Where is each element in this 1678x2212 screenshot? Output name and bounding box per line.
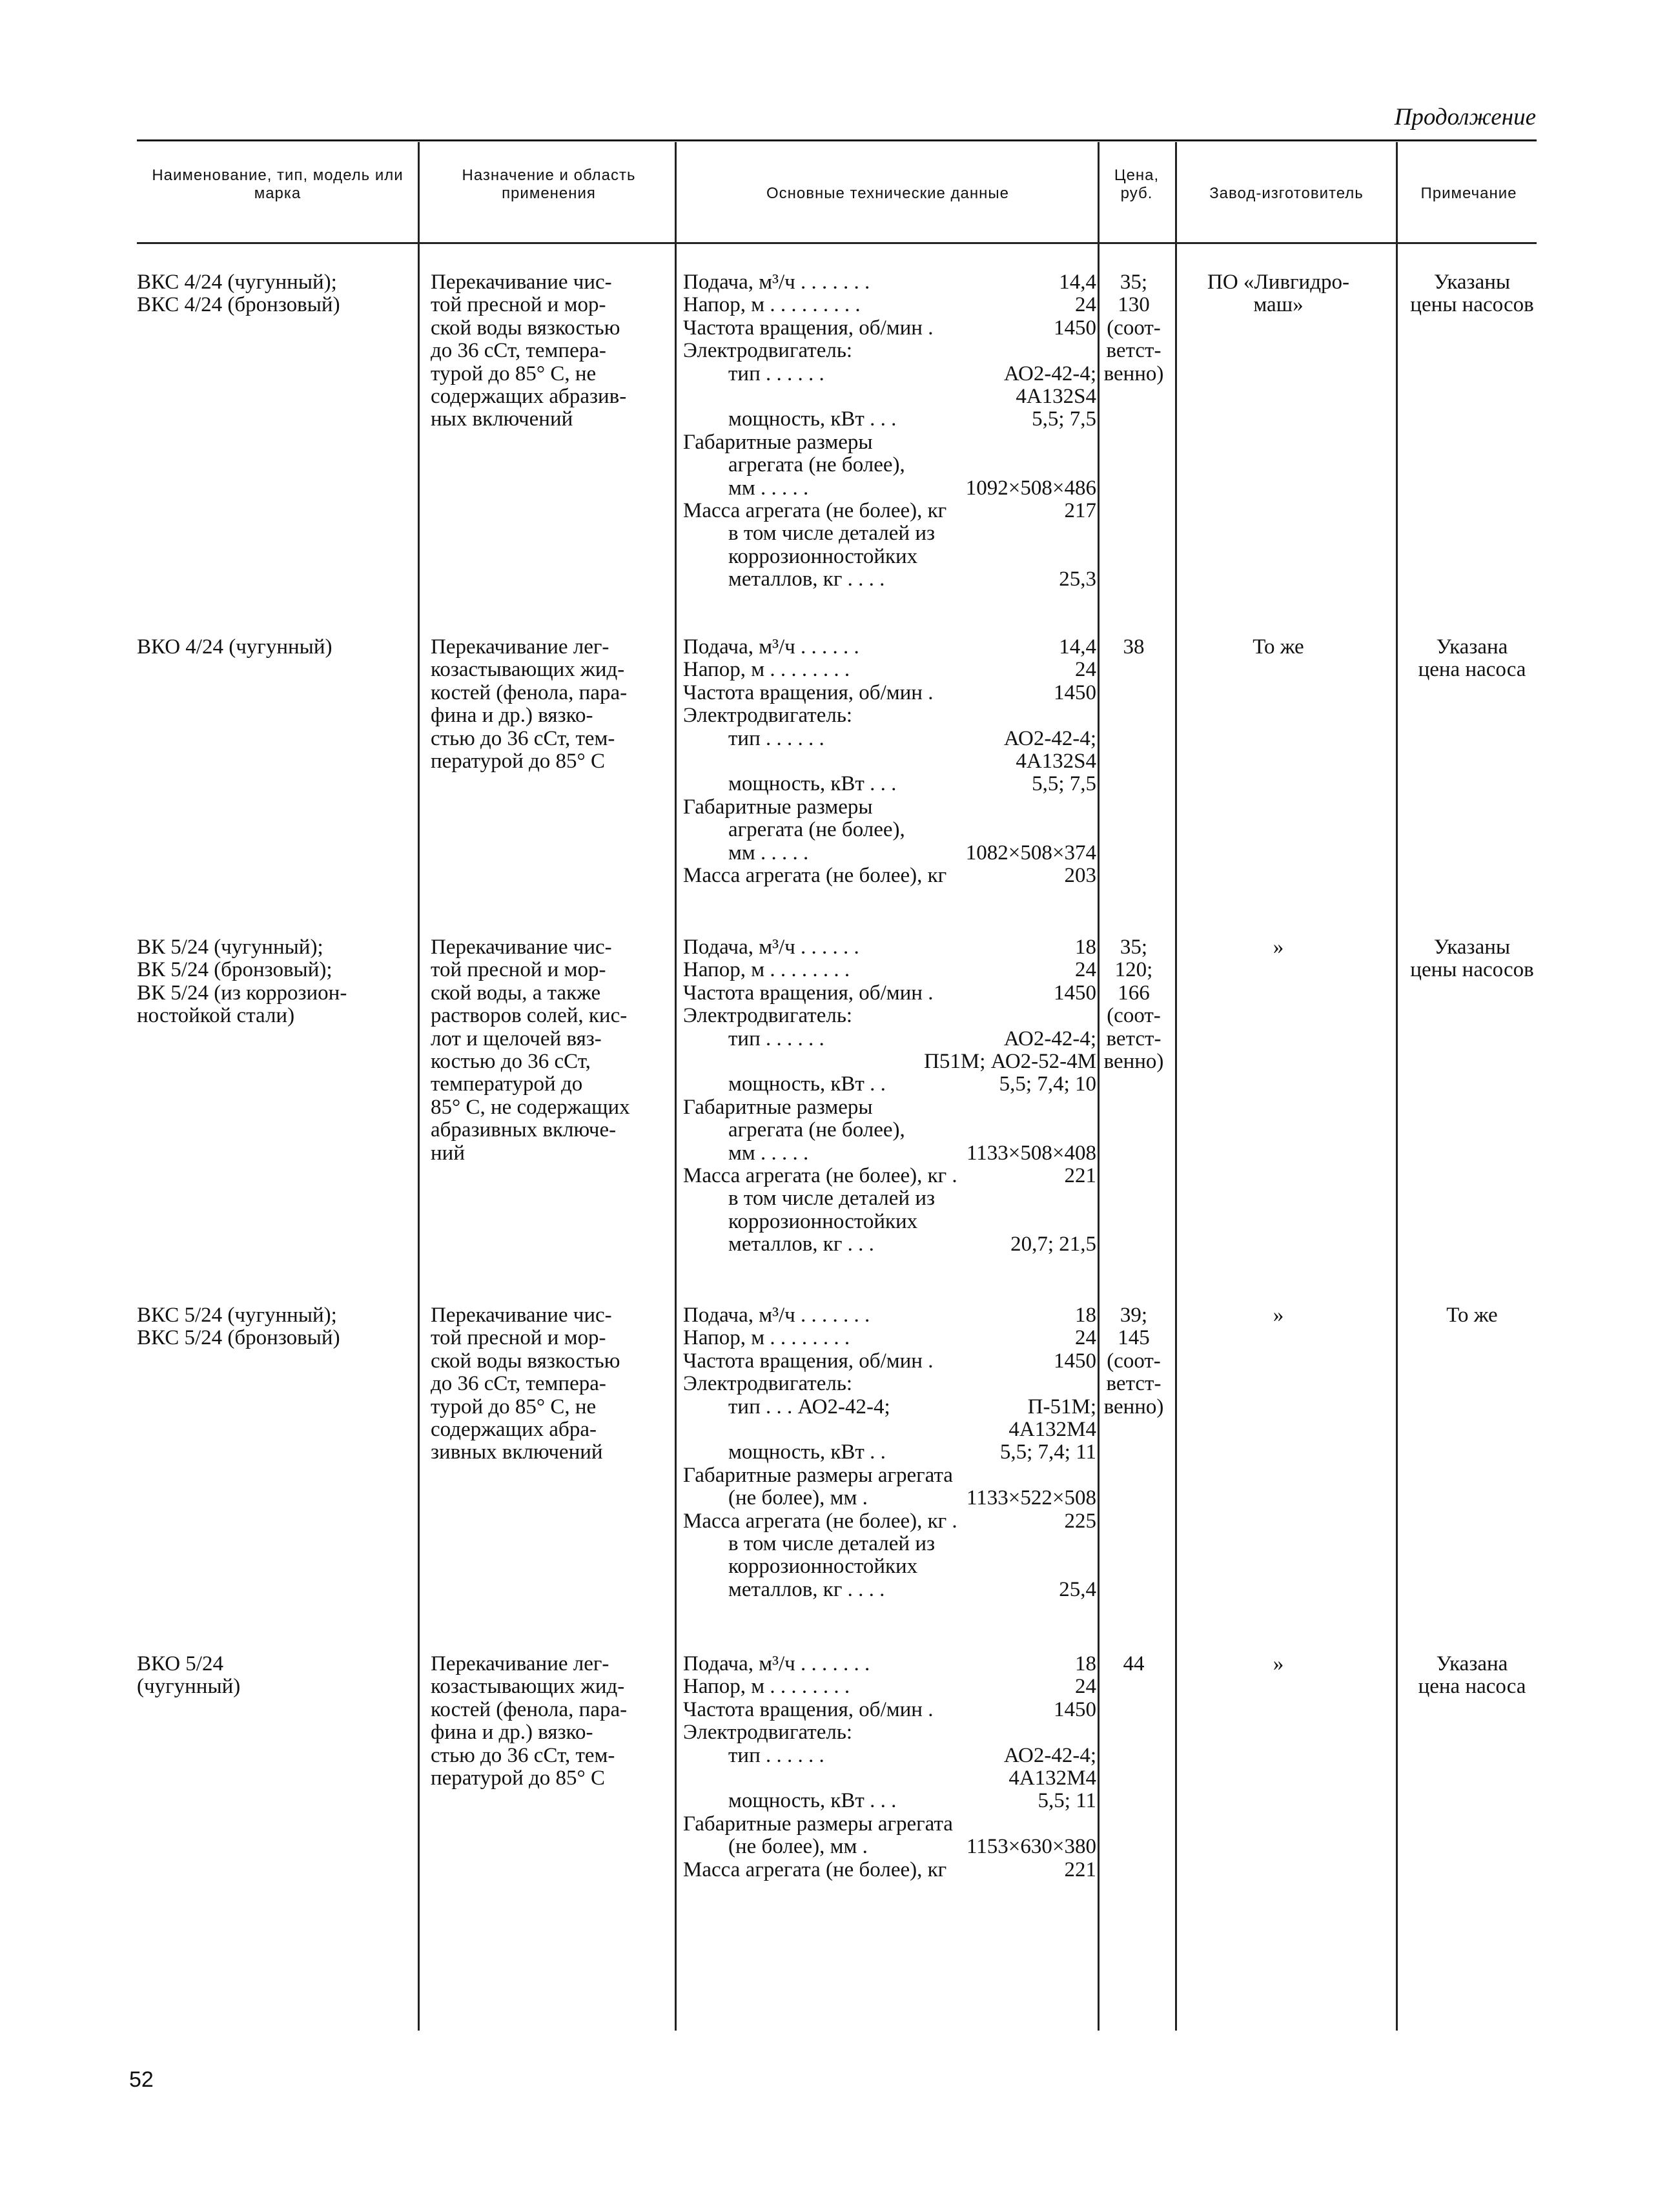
pump-name — [137, 1653, 408, 1699]
tech-line — [683, 1119, 1096, 1142]
pump-price-line: 44 — [1123, 1652, 1145, 1675]
pump-price-line: 166 — [1118, 981, 1150, 1005]
pump-price-line: 35; — [1120, 936, 1148, 959]
tech-line — [683, 982, 1096, 1005]
tech-line — [683, 1396, 1096, 1418]
pump-purpose-line: ской воды вязкостью — [431, 316, 620, 340]
pump-price-line: (соот- — [1107, 1349, 1161, 1373]
pump-price — [1101, 1304, 1166, 1418]
tech-line — [683, 1304, 1096, 1327]
tech-line — [683, 500, 1096, 522]
pump-name — [137, 271, 408, 317]
pump-note-line: цена насоса — [1418, 1675, 1526, 1699]
tech-label: Масса агрегата (не более), кг . — [683, 1163, 957, 1187]
pump-purpose-line: той пресной и мор- — [431, 958, 606, 982]
tech-value: 5,5; 7,5 — [1032, 407, 1096, 431]
column-divider — [1098, 142, 1100, 2031]
pump-purpose-line: костью до 36 сСт, — [431, 1050, 591, 1074]
tech-value: 1450 — [1054, 1349, 1096, 1373]
pump-note-line: цены насосов — [1410, 293, 1534, 317]
pump-price-line: 120; — [1114, 958, 1153, 982]
pump-purpose-line: зивных включений — [431, 1440, 603, 1464]
tech-value: 221 — [1064, 1858, 1096, 1881]
tech-value: 4А132S4 — [1016, 749, 1096, 773]
pump-purpose-line: Перекачивание лег- — [431, 1652, 609, 1675]
tech-value: П51М; АО2-52-4М — [924, 1049, 1096, 1073]
tech-line — [683, 1073, 1096, 1096]
pump-purpose-line: ний — [431, 1141, 465, 1165]
tech-label: Подача, м³/ч . . . . . . . — [683, 1652, 870, 1675]
pump-tech-data — [683, 936, 1096, 1256]
tech-label: Подача, м³/ч . . . . . . . — [683, 271, 870, 294]
pump-purpose-line: фина и др.) вязко- — [431, 1721, 593, 1745]
tech-line — [683, 636, 1096, 659]
tech-label: мощность, кВт . . . — [728, 772, 897, 796]
pump-purpose-line: содержащих абра- — [431, 1418, 597, 1442]
tech-value: 5,5; 7,4; 10 — [999, 1072, 1096, 1096]
tech-value: 18 — [1075, 1304, 1096, 1327]
tech-label: тип . . . . . . — [728, 726, 824, 750]
tech-line — [683, 294, 1096, 316]
tech-line — [683, 1373, 1096, 1395]
pump-name — [137, 936, 408, 1028]
tech-line — [683, 385, 1096, 408]
tech-label: Масса агрегата (не более), кг — [683, 1858, 947, 1881]
pump-manufacturer — [1182, 1304, 1375, 1327]
tech-line — [683, 1165, 1096, 1187]
tech-label: металлов, кг . . . — [728, 1233, 874, 1256]
tech-line — [683, 796, 1096, 819]
tech-label: мм . . . . . — [728, 1141, 809, 1165]
tech-label: мощность, кВт . . . — [728, 407, 897, 431]
tech-line — [683, 1533, 1096, 1555]
tech-line — [683, 865, 1096, 887]
tech-label: Подача, м³/ч . . . . . . — [683, 635, 859, 659]
tech-label: Габаритные размеры агрегата — [683, 1463, 953, 1487]
tech-label: Подача, м³/ч . . . . . . . — [683, 1304, 870, 1327]
tech-value: 1450 — [1054, 1697, 1096, 1721]
tech-label: в том числе деталей из — [728, 1187, 936, 1211]
tech-value: 1450 — [1054, 316, 1096, 340]
tech-line — [683, 1790, 1096, 1812]
tech-value: 14,4 — [1059, 271, 1096, 294]
tech-line — [683, 408, 1096, 431]
tech-label: Электродвигатель: — [683, 1372, 853, 1396]
tech-label: (не более), мм . — [728, 1486, 868, 1510]
pump-name-line: ВКС 4/24 (бронзовый) — [137, 293, 340, 317]
tech-line — [683, 1005, 1096, 1027]
pump-tech-data — [683, 1653, 1096, 1881]
tech-line — [683, 1859, 1096, 1881]
tech-line — [683, 1050, 1096, 1073]
tech-line — [683, 1721, 1096, 1744]
tech-value: 5,5; 7,4; 11 — [999, 1440, 1096, 1464]
tech-label: Габаритные размеры — [683, 795, 873, 819]
tech-value: 1082×508×374 — [965, 841, 1096, 865]
tech-label: тип . . . . . . — [728, 362, 824, 385]
tech-label: металлов, кг . . . . — [728, 1577, 885, 1601]
tech-line — [683, 1699, 1096, 1721]
tech-label: Электродвигатель: — [683, 339, 853, 363]
pump-price-line: венно) — [1103, 1050, 1164, 1074]
tech-label: металлов, кг . . . . — [728, 568, 885, 591]
pump-manufacturer-line: То же — [1253, 635, 1304, 659]
pump-purpose-line: пературой до 85° С — [431, 750, 605, 773]
tech-value: 1092×508×486 — [965, 476, 1096, 500]
tech-line — [683, 819, 1096, 841]
tech-label: (не более), мм . — [728, 1835, 868, 1859]
tech-value: 4А132М4 — [1008, 1417, 1096, 1441]
tech-line — [683, 1211, 1096, 1233]
tech-label: Напор, м . . . . . . . . . — [683, 293, 861, 317]
tech-value: 18 — [1075, 936, 1096, 959]
header-price: Цена, руб. — [1114, 167, 1160, 202]
pump-purpose-line: козастывающих жид- — [431, 1675, 625, 1699]
tech-line — [683, 363, 1096, 385]
pump-manufacturer-line: маш» — [1253, 293, 1304, 317]
tech-value: 1450 — [1054, 681, 1096, 704]
pump-purpose-line: до 36 сСт, темпера- — [431, 339, 606, 363]
pump-manufacturer — [1182, 936, 1375, 959]
pump-purpose-line: Перекачивание чис- — [431, 271, 612, 294]
column-divider — [1396, 142, 1398, 2031]
pump-note-line: цены насосов — [1410, 958, 1534, 982]
pump-purpose — [431, 936, 670, 1165]
tech-value: 1133×522×508 — [967, 1486, 1096, 1510]
tech-label: Габаритные размеры — [683, 430, 873, 454]
pump-price — [1101, 936, 1166, 1073]
tech-line — [683, 454, 1096, 476]
tech-line — [683, 773, 1096, 795]
tech-label: Габаритные размеры — [683, 1095, 873, 1119]
tech-line — [683, 750, 1096, 773]
pump-purpose-line: турой до 85° С, не — [431, 1395, 597, 1418]
tech-value: 18 — [1075, 1652, 1096, 1675]
tech-label: тип . . . . . . — [728, 1743, 824, 1767]
pump-note — [1404, 636, 1540, 682]
tech-line — [683, 959, 1096, 981]
tech-line — [683, 522, 1096, 545]
tech-line — [683, 682, 1096, 704]
tech-label: мм . . . . . — [728, 841, 809, 865]
tech-line — [683, 1327, 1096, 1349]
pump-price-line: венно) — [1103, 1395, 1164, 1418]
pump-purpose-line: ской воды вязкостью — [431, 1349, 620, 1373]
tech-line — [683, 477, 1096, 500]
tech-line — [683, 1813, 1096, 1836]
pump-manufacturer — [1182, 1653, 1375, 1675]
pump-purpose-line: Перекачивание чис- — [431, 1304, 612, 1327]
tech-value: П-51М; — [1027, 1395, 1096, 1418]
pump-note — [1404, 1304, 1540, 1327]
tech-label: Масса агрегата (не более), кг — [683, 863, 947, 887]
tech-label: Напор, м . . . . . . . . — [683, 1675, 850, 1699]
tech-line — [683, 317, 1096, 340]
pump-purpose — [431, 271, 670, 431]
tech-value: 24 — [1075, 1326, 1096, 1350]
pump-price-line: 39; — [1120, 1304, 1148, 1327]
pump-name-line: ВКС 5/24 (чугунный); — [137, 1304, 337, 1327]
pump-price-line: 35; — [1120, 271, 1148, 294]
tech-label: Подача, м³/ч . . . . . . — [683, 936, 859, 959]
pump-tech-data — [683, 1304, 1096, 1601]
pump-price-line: (соот- — [1107, 1004, 1161, 1028]
column-divider — [675, 142, 677, 2031]
pump-name-line: ВК 5/24 (чугунный); — [137, 936, 323, 959]
tech-line — [683, 271, 1096, 294]
tech-value: 221 — [1064, 1163, 1096, 1187]
pump-purpose-line: козастывающих жид- — [431, 658, 625, 682]
tech-label: агрегата (не более), — [728, 818, 905, 842]
tech-line — [683, 1675, 1096, 1698]
tech-label: Частота вращения, об/мин . — [683, 1349, 934, 1373]
tech-line — [683, 1028, 1096, 1050]
pump-price — [1101, 1653, 1166, 1675]
table-top-rule — [137, 139, 1537, 141]
pump-price-line: (соот- — [1107, 316, 1161, 340]
pump-price-line: ветст- — [1106, 1027, 1161, 1050]
tech-label: агрегата (не более), — [728, 453, 905, 477]
pump-price-line: 145 — [1118, 1326, 1150, 1350]
continued-label: Продолжение — [1394, 104, 1536, 130]
tech-line — [683, 340, 1096, 362]
pump-purpose — [431, 1653, 670, 1790]
pump-note-line: Указана — [1436, 635, 1508, 659]
tech-label: Частота вращения, об/мин . — [683, 681, 934, 704]
pump-name-line: ностойкой стали) — [137, 1004, 295, 1028]
pump-purpose-line: стью до 36 сСт, тем- — [431, 726, 615, 750]
pump-tech-data — [683, 636, 1096, 887]
tech-label: Электродвигатель: — [683, 704, 853, 728]
header-name: Наименование, тип, модель или марка — [152, 167, 404, 202]
pump-purpose-line: растворов солей, кис- — [431, 1004, 628, 1028]
tech-value: 14,4 — [1059, 635, 1096, 659]
pump-purpose-line: температурой до — [431, 1072, 583, 1096]
tech-line — [683, 1187, 1096, 1210]
tech-value: 5,5; 7,5 — [1032, 772, 1096, 796]
tech-label: коррозионностойких — [728, 1209, 918, 1233]
pump-purpose-line: 85° С, не содержащих — [431, 1095, 630, 1119]
pump-note-line: То же — [1446, 1304, 1498, 1327]
tech-line — [683, 704, 1096, 727]
pump-purpose-line: той пресной и мор- — [431, 1326, 606, 1350]
pump-price — [1101, 636, 1166, 659]
tech-label: Напор, м . . . . . . . . — [683, 958, 850, 982]
tech-label: Электродвигатель: — [683, 1004, 853, 1028]
tech-value: 24 — [1075, 293, 1096, 317]
pump-price-line: венно) — [1103, 362, 1164, 385]
pump-purpose-line: лот и щелочей вяз- — [431, 1027, 602, 1050]
header-bottom-rule — [137, 242, 1537, 244]
tech-value: 25,4 — [1059, 1577, 1096, 1601]
tech-line — [683, 1836, 1096, 1858]
tech-label: Масса агрегата (не более), кг . — [683, 1509, 957, 1533]
tech-value: 1133×508×408 — [967, 1141, 1096, 1165]
tech-label: коррозионностойких — [728, 1555, 918, 1579]
pump-purpose-line: костей (фенола, пара- — [431, 681, 628, 704]
tech-label: тип . . . АО2-42-4; — [728, 1395, 890, 1418]
pump-purpose-line: той пресной и мор- — [431, 293, 606, 317]
pump-manufacturer-line: » — [1273, 1652, 1284, 1675]
tech-label: Напор, м . . . . . . . . — [683, 658, 850, 682]
pump-purpose-line: фина и др.) вязко- — [431, 704, 593, 728]
tech-value: АО2-42-4; — [1003, 362, 1096, 385]
tech-line — [683, 842, 1096, 865]
pump-price-line: ветст- — [1106, 339, 1161, 363]
tech-line — [683, 1555, 1096, 1578]
tech-line — [683, 1096, 1096, 1119]
pump-purpose-line: пературой до 85° С — [431, 1767, 605, 1790]
tech-value: АО2-42-4; — [1003, 1027, 1096, 1050]
pump-purpose — [431, 1304, 670, 1464]
tech-value: 203 — [1064, 863, 1096, 887]
pump-name-line: (чугунный) — [137, 1675, 241, 1699]
pump-manufacturer-line: ПО «Ливгидро- — [1207, 271, 1349, 294]
tech-label: Частота вращения, об/мин . — [683, 316, 934, 340]
pump-price-line: 38 — [1123, 635, 1145, 659]
tech-value: 24 — [1075, 1675, 1096, 1699]
tech-value: 5,5; 11 — [1038, 1789, 1096, 1813]
tech-label: мощность, кВт . . — [728, 1072, 886, 1096]
tech-value: АО2-42-4; — [1003, 1743, 1096, 1767]
pump-price-line: 130 — [1118, 293, 1150, 317]
pump-price — [1101, 271, 1166, 385]
pump-name-line: ВКО 4/24 (чугунный) — [137, 635, 333, 659]
tech-line — [683, 1487, 1096, 1510]
pump-name-line: ВК 5/24 (из коррозион- — [137, 981, 347, 1005]
pump-manufacturer — [1182, 271, 1375, 317]
pump-purpose-line: абразивных включе- — [431, 1118, 617, 1142]
tech-line — [683, 728, 1096, 750]
tech-label: тип . . . . . . — [728, 1027, 824, 1050]
tech-value: 20,7; 21,5 — [1010, 1233, 1096, 1256]
pump-note-line: Указана — [1436, 1652, 1508, 1675]
tech-label: в том числе деталей из — [728, 1531, 936, 1555]
tech-label: Габаритные размеры агрегата — [683, 1812, 953, 1836]
tech-label: коррозионностойких — [728, 544, 918, 568]
pump-purpose-line: костей (фенола, пара- — [431, 1697, 628, 1721]
tech-line — [683, 1653, 1096, 1675]
tech-label: в том числе деталей из — [728, 522, 936, 546]
pump-price-line: ветст- — [1106, 1372, 1161, 1396]
pump-name-line: ВКС 5/24 (бронзовый) — [137, 1326, 340, 1350]
page-number: 52 — [129, 2067, 154, 2092]
pump-manufacturer-line: » — [1273, 936, 1284, 959]
pump-manufacturer-line: » — [1273, 1304, 1284, 1327]
header-purpose: Назначение и область применения — [462, 167, 636, 202]
pump-purpose — [431, 636, 670, 773]
tech-value: 217 — [1064, 498, 1096, 522]
tech-value: АО2-42-4; — [1003, 726, 1096, 750]
tech-value: 4А132М4 — [1008, 1766, 1096, 1790]
tech-line — [683, 1745, 1096, 1767]
column-divider — [1175, 142, 1177, 2031]
pump-note — [1404, 936, 1540, 982]
tech-line — [683, 1767, 1096, 1790]
tech-value: 4А132S4 — [1016, 384, 1096, 408]
pump-note-line: цена насоса — [1418, 658, 1526, 682]
pump-purpose-line: турой до 85° С, не — [431, 362, 597, 385]
tech-label: Частота вращения, об/мин . — [683, 1697, 934, 1721]
pump-note — [1404, 1653, 1540, 1699]
tech-line — [683, 1579, 1096, 1601]
tech-line — [683, 1418, 1096, 1441]
pump-name-line: ВК 5/24 (бронзовый); — [137, 958, 333, 982]
tech-line — [683, 936, 1096, 959]
pump-name-line: ВКС 4/24 (чугунный); — [137, 271, 337, 294]
tech-line — [683, 1350, 1096, 1373]
tech-line — [683, 1142, 1096, 1165]
tech-label: мощность, кВт . . . — [728, 1789, 897, 1813]
tech-line — [683, 1233, 1096, 1256]
tech-label: агрегата (не более), — [728, 1118, 905, 1142]
tech-value: 1450 — [1054, 981, 1096, 1005]
pump-purpose-line: содержащих абразив- — [431, 385, 627, 409]
pump-name-line: ВКО 5/24 — [137, 1652, 223, 1675]
tech-value: 1153×630×380 — [967, 1835, 1096, 1859]
tech-label: Напор, м . . . . . . . . — [683, 1326, 850, 1350]
pump-manufacturer — [1182, 636, 1375, 659]
tech-label: мм . . . . . — [728, 476, 809, 500]
tech-line — [683, 1441, 1096, 1464]
column-divider — [418, 142, 420, 2031]
tech-label: Электродвигатель: — [683, 1721, 853, 1745]
tech-label: Частота вращения, об/мин . — [683, 981, 934, 1005]
tech-line — [683, 1510, 1096, 1533]
pump-purpose-line: стью до 36 сСт, тем- — [431, 1743, 615, 1767]
tech-line — [683, 659, 1096, 681]
header-maker: Завод-изготовитель — [1209, 185, 1364, 202]
pump-purpose-line: ской воды, а также — [431, 981, 601, 1005]
tech-label: Масса агрегата (не более), кг — [683, 498, 947, 522]
pump-note-line: Указаны — [1433, 936, 1511, 959]
pump-note — [1404, 271, 1540, 317]
tech-value: 225 — [1064, 1509, 1096, 1533]
pump-purpose-line: Перекачивание лег- — [431, 635, 609, 659]
tech-line — [683, 568, 1096, 591]
tech-value: 25,3 — [1059, 568, 1096, 591]
pump-purpose-line: Перекачивание чис- — [431, 936, 612, 959]
pump-name — [137, 1304, 408, 1350]
header-tech: Основные технические данные — [766, 185, 1009, 202]
tech-value: 24 — [1075, 658, 1096, 682]
tech-line — [683, 1464, 1096, 1487]
tech-label: мощность, кВт . . — [728, 1440, 886, 1464]
tech-line — [683, 546, 1096, 568]
header-note: Примечание — [1420, 185, 1517, 202]
pump-tech-data — [683, 271, 1096, 591]
tech-line — [683, 431, 1096, 454]
pump-note-line: Указаны — [1433, 271, 1511, 294]
pump-purpose-line: до 36 сСт, темпера- — [431, 1372, 606, 1396]
pump-purpose-line: ных включений — [431, 407, 573, 431]
tech-value: 24 — [1075, 958, 1096, 982]
pump-name — [137, 636, 408, 659]
